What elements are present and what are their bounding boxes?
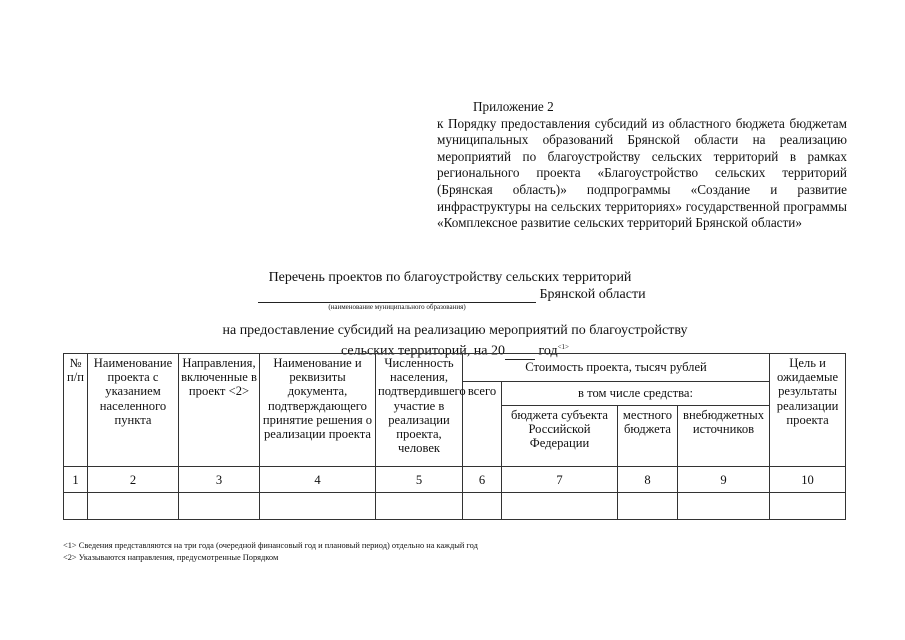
region-line <box>258 287 658 303</box>
col-header-regional-budget: бюджета субъекта Российской Федерации <box>502 406 618 467</box>
col-header-goal: Цель и ожидаемые результаты реализации проекта <box>770 354 846 467</box>
col-header-extrabudgetary: внебюджетных источников <box>678 406 770 467</box>
col-header-local-budget: местного бюджета <box>618 406 678 467</box>
column-number: 4 <box>260 467 376 493</box>
empty-cell <box>64 493 88 520</box>
empty-cell <box>260 493 376 520</box>
column-number: 8 <box>618 467 678 493</box>
col-header-population: Численность населения, подтвердившего участие в реализации проекта, человек <box>376 354 463 467</box>
empty-cell <box>770 493 846 520</box>
col-header-including: в том числе средства: <box>502 382 770 406</box>
column-number: 9 <box>678 467 770 493</box>
col-header-total: всего <box>463 382 502 467</box>
municipality-caption: (наименование муниципального образования) <box>328 303 466 311</box>
column-number: 3 <box>179 467 260 493</box>
column-number: 2 <box>88 467 179 493</box>
column-number: 6 <box>463 467 502 493</box>
empty-cell <box>376 493 463 520</box>
column-number: 10 <box>770 467 846 493</box>
empty-cell <box>88 493 179 520</box>
empty-cell <box>179 493 260 520</box>
appendix-text: к Порядку предоставления субсидий из областного бюджета бюджетам муниципальных образований Брянской области на реализацию мероприятий по благоустройству сельских территорий в рамках регионального проекта «Благоустройство сельских территорий (Брянская область)» подпрограммы «Создание и развитие инфраструктуры на сельских территориях» государственной программы «Комплексное развитие сельских территорий Брянской области» <box>437 115 847 231</box>
footnote-ref-1: <1> <box>557 343 569 351</box>
projects-table <box>63 353 846 520</box>
column-number: 5 <box>376 467 463 493</box>
region-suffix: Брянской области <box>539 287 646 302</box>
purpose-line-1: на предоставление субсидий на реализацию мероприятий по благоустройству <box>222 323 688 338</box>
empty-cell <box>502 493 618 520</box>
document-title: Перечень проектов по благоустройству сельских территорий <box>268 270 632 285</box>
empty-data-row <box>64 493 846 520</box>
empty-cell <box>463 493 502 520</box>
appendix-block <box>437 99 847 232</box>
footnote-2: <2> Указываются направления, предусмотренные Порядком <box>63 553 279 562</box>
purpose-prefix: сельских территорий, на 20 <box>341 343 505 359</box>
col-header-cost: Стоимость проекта, тысяч рублей <box>463 354 770 382</box>
purpose-suffix: год <box>534 343 558 359</box>
col-header-num: № п/п <box>64 354 88 467</box>
col-header-directions: Направления, включенные в проект <2> <box>179 354 260 467</box>
appendix-title: Приложение 2 <box>473 99 554 114</box>
empty-cell <box>678 493 770 520</box>
column-number: 7 <box>502 467 618 493</box>
col-header-document: Наименование и реквизиты документа, подтверждающего принятие решения о реализации проекта <box>260 354 376 467</box>
footnotes <box>63 540 478 564</box>
municipality-blank <box>258 288 536 303</box>
empty-cell <box>618 493 678 520</box>
footnote-1: <1> Сведения представляются на три года (очередной финансовый год и плановый период) отдельно на каждый год <box>63 541 478 550</box>
column-number: 1 <box>64 467 88 493</box>
col-header-name: Наименование проекта с указанием населенного пункта <box>88 354 179 467</box>
column-numbers-row <box>64 467 846 493</box>
